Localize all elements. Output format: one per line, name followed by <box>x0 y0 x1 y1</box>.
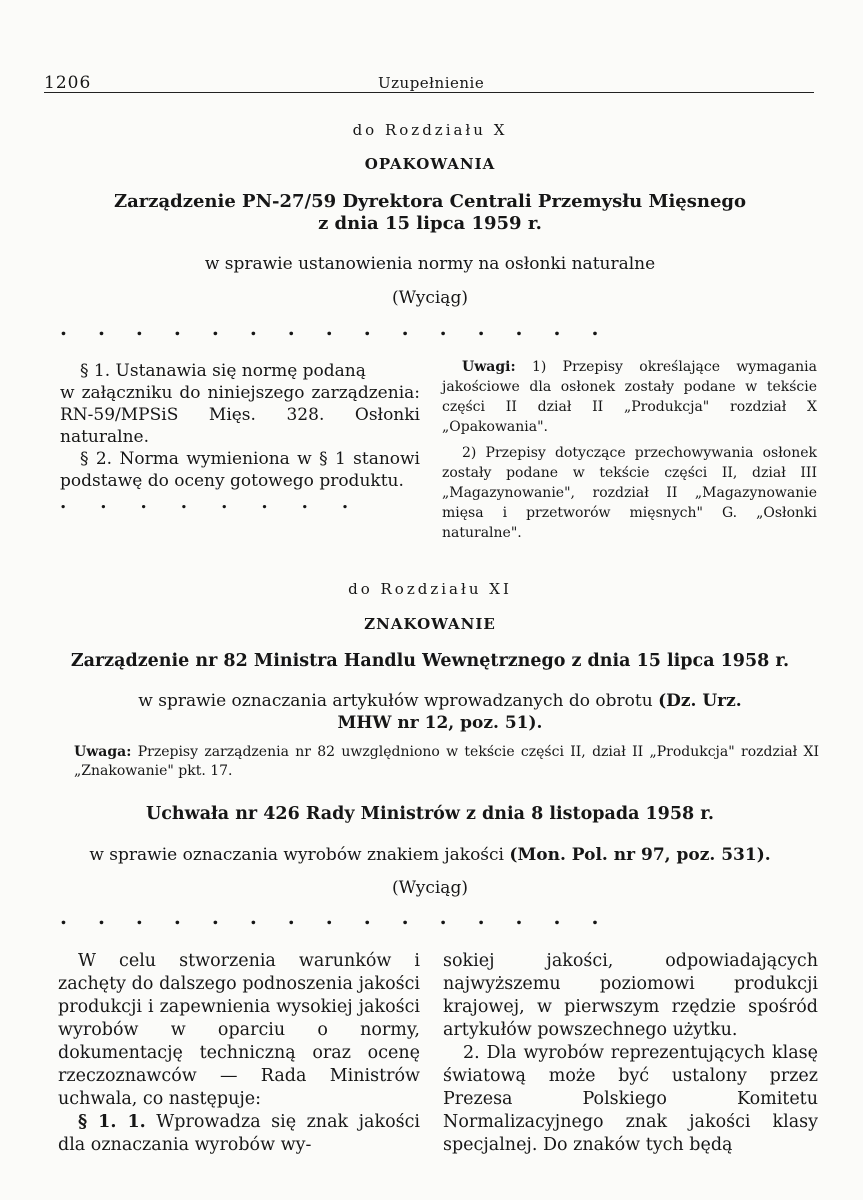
note-2: 2) Przepisy dotyczące przechowywania osłonek zostały podane w tekście części II, dział III „Magazynowanie", rozdział II „Magazynowanie mięsa i przetworów mięsnych" G. „Osłonki naturalne". <box>442 445 817 541</box>
paragraph-1-2: 2. Dla wyrobów reprezentujących klasę światową może być ustalony przez Prezesa Polskiego Komitetu Normalizacyjnego znak jakości klasy specjalnej. Do znaków tych będą <box>443 1043 818 1155</box>
running-title: Uzupełnienie <box>378 74 485 92</box>
paragraph-2: § 2. Norma wymieniona w § 1 stanowi podstawę do oceny gotowego produktu. <box>60 449 420 491</box>
act-title-426: Uchwała nr 426 Rady Ministrów z dnia 8 listopada 1958 r. <box>145 804 714 824</box>
note-1-text: 1) Przepisy określające wymagania jakościowe dla osłonek zostały podane w tekście części II dział II „Produkcja" rozdział X „Opakowania". <box>442 359 818 435</box>
act-title-82: Zarządzenie nr 82 Ministra Handlu Wewnętrznego z dnia 15 lipca 1958 r. <box>70 651 790 671</box>
left-column-section3 <box>58 950 420 1157</box>
subject-ref-2: MHW nr 12, poz. 51). <box>337 713 543 733</box>
subject-text: w sprawie oznaczania artykułów wprowadzanych do obrotu <box>138 691 653 711</box>
act-subject-426 <box>40 845 820 865</box>
notes-column <box>442 357 817 543</box>
header-rule <box>44 92 814 93</box>
ellipsis-separator: ............... <box>60 316 630 340</box>
act-title-line2: z dnia 15 lipca 1959 r. <box>318 213 542 234</box>
note-label-uwaga: Uwaga: <box>74 744 132 760</box>
chapter-heading-xi: do Rozdziału XI <box>348 580 512 598</box>
excerpt-label: (Wyciąg) <box>392 288 468 308</box>
paragraph-1-1-text: Wprowadza się znak jakości dla oznaczania wyrobów wy- <box>58 1112 420 1155</box>
subject-426-text: w sprawie oznaczania wyrobów znakiem jakości <box>89 845 504 865</box>
subject-ref-1: (Dz. Urz. <box>658 691 742 711</box>
chapter-heading-x: do Rozdziału X <box>352 121 508 139</box>
ellipsis-separator-2: ............... <box>60 905 630 929</box>
act-title-line1: Zarządzenie PN-27/59 Dyrektora Centrali Przemysłu Mięsnego <box>113 191 747 212</box>
note-82-text: Przepisy zarządzenia nr 82 uwzględniono w tekście części II, dział II „Produkcja" rozdział XI „Znakowanie" pkt. 17. <box>74 744 820 779</box>
note-1 <box>442 357 817 437</box>
act-subject: w sprawie ustanowienia normy na osłonki naturalne <box>204 254 656 274</box>
paragraph-1-line1: § 1. Ustanawia się normę podaną <box>80 361 366 381</box>
note-82 <box>74 743 819 781</box>
paragraph-1-1 <box>58 1111 420 1157</box>
left-column-section1 <box>60 360 420 514</box>
paragraph-1-1-label: § 1. 1. <box>78 1112 146 1132</box>
act-subject-82 <box>70 690 810 734</box>
section-heading-opakowania: OPAKOWANIA <box>364 155 496 173</box>
section-heading-znakowanie: ZNAKOWANIE <box>364 615 496 633</box>
paragraph-1-rest: w załączniku do niniejszego zarządzenia: RN-59/MPSiS Mięs. 328. Osłonki naturalne. <box>60 383 420 447</box>
subject-426-ref: (Mon. Pol. nr 97, poz. 531). <box>509 845 771 865</box>
left-ellipsis: ........ <box>60 492 383 513</box>
right-column-section3 <box>443 950 818 1157</box>
intro-paragraph: W celu stworzenia warunków i zachęty do dalszego podnoszenia jakości produkcji i zapewnienia wysokiej jakości wyrobów w oparciu o normy, dokumentację techniczną oraz ocenę rzeczoznawców — Rada Ministrów uchwala, co następuje: <box>58 951 420 1109</box>
note-label: Uwagi: <box>462 359 516 375</box>
excerpt-label-2: (Wyciąg) <box>392 878 468 898</box>
page-number: 1206 <box>44 73 92 93</box>
paragraph-1-1-cont: sokiej jakości, odpowiadających najwyższemu poziomowi produkcji krajowej, w pierwszym rzędzie spośród artykułów powszechnego użytku. <box>443 951 818 1040</box>
